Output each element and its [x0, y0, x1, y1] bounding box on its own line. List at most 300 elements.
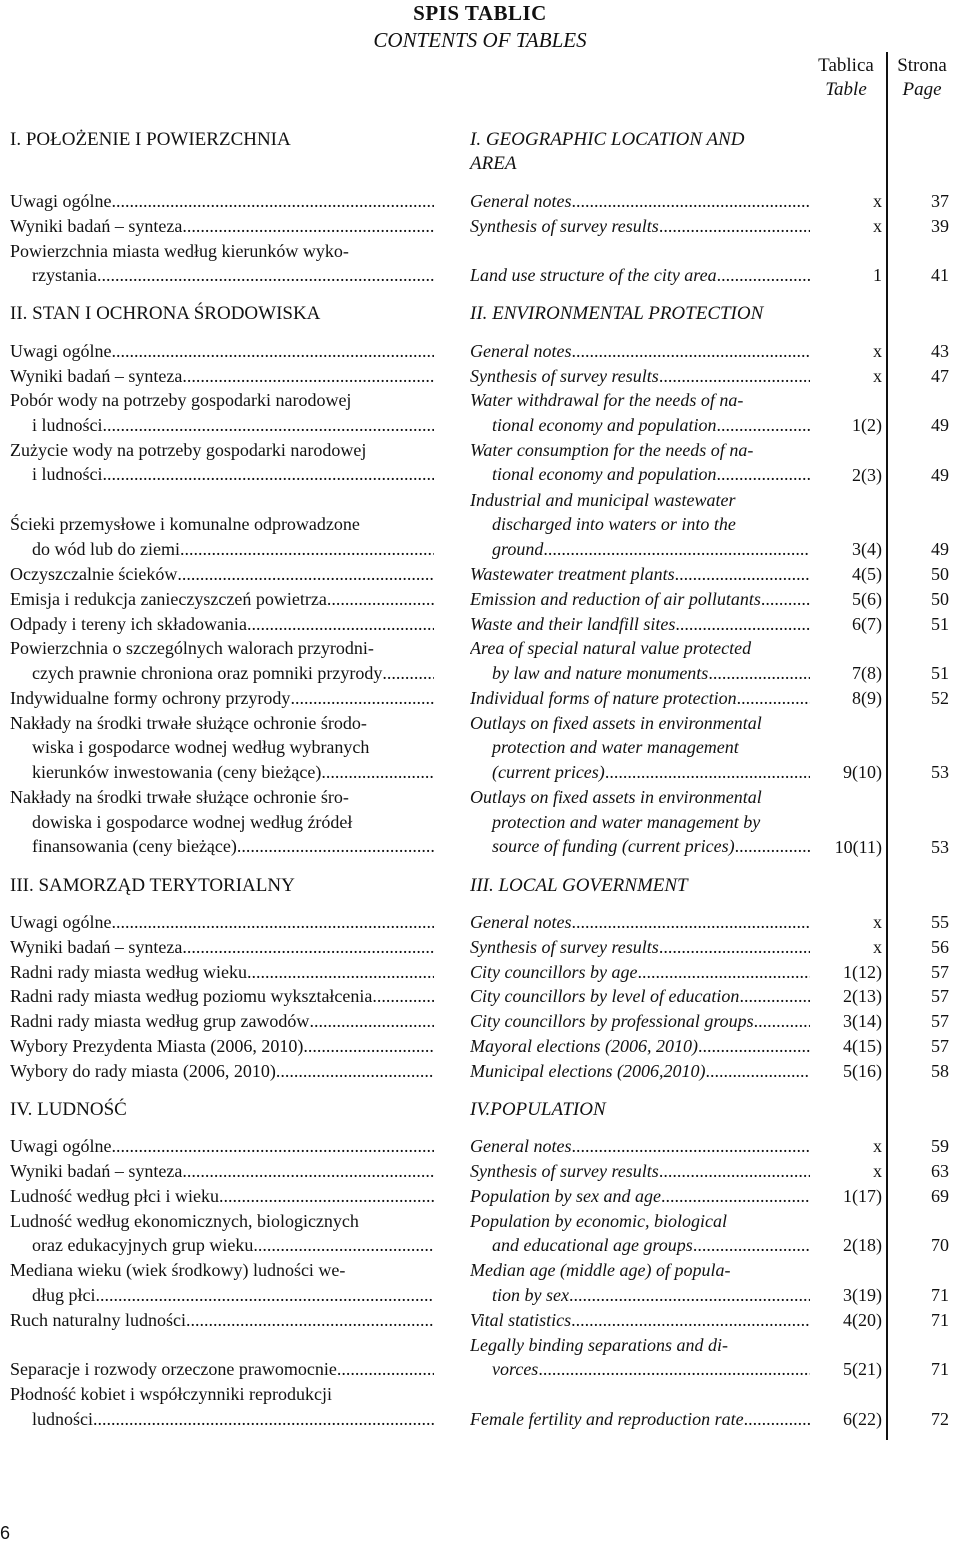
title-pl	[10, 1308, 434, 1333]
section-title-pl: I. POŁOŻENIE I POWIERZCHNIA	[10, 129, 291, 150]
title-en-line	[470, 834, 810, 859]
section-title-pl: II. STAN I OCHRONA ŚRODOWISKA	[10, 303, 321, 325]
title-en	[470, 1134, 810, 1159]
page-ref: 50	[931, 563, 949, 584]
dot-leader	[737, 686, 810, 711]
table-number: 1(2)	[852, 415, 882, 436]
title-en	[470, 488, 810, 562]
title-pl-text: Wybory do rady miasta (2006, 2010)	[10, 1060, 276, 1081]
title-en	[470, 960, 810, 985]
dot-leader	[182, 1159, 434, 1184]
title-en	[470, 636, 810, 685]
title-pl-text: Wyniki badań – synteza	[10, 936, 183, 957]
title-en-text: Population by economic, biological	[470, 1210, 727, 1231]
title-pl-line	[10, 413, 434, 438]
table-number: x	[873, 912, 882, 932]
title-polish: SPIS TABLIC	[413, 1, 547, 25]
title-en-text: tional economy and population	[492, 414, 717, 435]
title-en-line	[470, 488, 810, 513]
title-en-line	[470, 1209, 810, 1234]
table-number: 6(22)	[843, 1408, 882, 1429]
title-en-line	[470, 960, 810, 985]
dot-leader	[96, 1283, 435, 1308]
title-en	[470, 1159, 810, 1184]
title-pl	[10, 239, 434, 288]
title-pl-text: i ludności	[32, 414, 103, 435]
dot-leader	[698, 1034, 810, 1059]
table-row	[0, 488, 960, 562]
table-row	[0, 339, 960, 364]
table-row	[0, 686, 960, 711]
title-pl-line	[10, 438, 434, 463]
section-title-en-line: III. LOCAL GOVERNMENT	[470, 874, 688, 896]
dot-leader	[237, 834, 434, 859]
title-en-text: and educational age groups	[492, 1235, 693, 1255]
title-en-text: Synthesis of survey results	[470, 1160, 659, 1181]
table-row	[0, 239, 960, 289]
dot-leader	[661, 1184, 810, 1209]
title-en	[470, 935, 810, 960]
title-en-line	[470, 438, 810, 463]
title-en	[470, 984, 810, 1009]
title-en-line	[470, 984, 810, 1009]
title-en-text: Area of special natural value protected	[470, 638, 752, 659]
table-row	[0, 1009, 960, 1034]
title-pl	[10, 910, 434, 935]
dot-leader	[111, 189, 434, 214]
dot-leader	[182, 935, 434, 960]
title-pl-text: Wybory Prezydenta Miasta (2006, 2010)	[10, 1036, 304, 1056]
page-ref: 47	[931, 365, 949, 386]
title-en-text: ground	[492, 538, 544, 559]
title-en-text: tional economy and population	[492, 464, 717, 485]
table-number: 9(10)	[843, 762, 882, 783]
title-en-text: (current prices)	[492, 761, 605, 782]
title-pl	[10, 438, 434, 487]
title-en-line	[470, 686, 810, 711]
title-en-text: Land use structure of the city area	[470, 265, 717, 286]
title-en-text: vorces	[492, 1359, 539, 1379]
table-row	[0, 1209, 960, 1259]
column-header-table	[806, 54, 886, 102]
dot-leader	[744, 1407, 810, 1432]
page-ref: 69	[931, 1185, 949, 1206]
title-en	[470, 711, 810, 785]
table-number: 7(8)	[852, 663, 882, 684]
title-en	[470, 1059, 810, 1084]
title-pl-line	[10, 810, 434, 835]
title-pl-line	[10, 661, 434, 686]
title-en-line	[470, 587, 810, 612]
page-ref: 37	[931, 191, 949, 211]
table-row	[0, 1159, 960, 1184]
title-pl-text: Ścieki przemysłowe i komunalne odprowadzone	[10, 514, 360, 535]
page-ref: 56	[931, 936, 949, 957]
title-pl-text: dowiska i gospodarce wodnej według źródeł	[32, 811, 353, 832]
title-en-line	[470, 214, 810, 239]
title-en-line	[470, 785, 810, 810]
page-ref: 49	[931, 415, 949, 436]
title-pl	[10, 1009, 434, 1034]
title-en-line	[470, 1034, 810, 1059]
title-pl-text: Ludność według płci i wieku	[10, 1185, 219, 1206]
title-en-line	[470, 661, 810, 686]
dot-leader	[303, 1034, 434, 1059]
page-ref: 50	[931, 588, 949, 609]
title-pl-text: finansowania (ceny bieżące)	[32, 836, 237, 857]
title-pl-text: Ruch naturalny ludności	[10, 1309, 186, 1330]
title-en-line	[470, 1308, 810, 1333]
table-number: 5(21)	[843, 1359, 882, 1380]
page-ref: 43	[931, 340, 949, 361]
title-pl	[10, 364, 434, 389]
title-pl-text: Wyniki badań – synteza	[10, 365, 183, 386]
dot-leader	[247, 612, 434, 637]
title-en-line	[470, 1059, 810, 1084]
title-pl	[10, 214, 434, 239]
table-row	[0, 1333, 960, 1383]
dot-leader	[571, 339, 810, 364]
page-ref: 53	[931, 836, 949, 857]
table-row	[0, 612, 960, 637]
title-en	[470, 1333, 810, 1382]
dot-leader	[290, 686, 434, 711]
title-pl-text: Indywidualne formy ochrony przyrody	[10, 687, 291, 708]
title-en-text: Synthesis of survey results	[470, 365, 659, 386]
dot-leader	[569, 1283, 810, 1308]
dot-leader	[717, 263, 810, 288]
title-en-text: tion by sex	[492, 1284, 569, 1305]
dot-leader	[177, 562, 434, 587]
title-pl	[10, 1258, 434, 1307]
title-pl-line	[10, 636, 434, 661]
title-pl	[10, 1034, 434, 1059]
title-en-text: Water withdrawal for the needs of na-	[470, 390, 744, 411]
title-pl-text: Uwagi ogólne	[10, 912, 112, 932]
title-pl-line	[10, 1308, 434, 1333]
title-pl	[10, 189, 434, 214]
title-en-text: General notes	[470, 1136, 572, 1157]
title-en	[470, 388, 810, 437]
title-en-text: discharged into waters or into the	[492, 514, 736, 534]
title-en-text: City councillors by level of education	[470, 986, 740, 1007]
title-en-line	[470, 1283, 810, 1308]
title-english: CONTENTS OF TABLES	[373, 28, 587, 52]
table-number: 8(9)	[852, 687, 882, 708]
page-ref: 49	[931, 539, 949, 560]
title-pl-text: Emisja i redukcja zanieczyszczeń powietrza	[10, 588, 327, 609]
page-ref: 59	[931, 1136, 949, 1157]
column-header-table-pl: Tablica	[818, 55, 874, 76]
dot-leader	[693, 1233, 810, 1258]
title-en	[470, 1308, 810, 1333]
page-ref: 53	[931, 762, 949, 783]
dot-leader	[372, 984, 434, 1009]
title-pl-text: Powierzchnia o szczególnych walorach przyrodni-	[10, 638, 374, 659]
section-title-en-line: IV.POPULATION	[470, 1098, 606, 1120]
title-en-line	[470, 760, 810, 785]
title-pl-line	[10, 760, 434, 785]
title-en	[470, 214, 810, 239]
title-pl-text: dług płci	[32, 1284, 96, 1305]
dot-leader	[327, 587, 434, 612]
title-en	[470, 587, 810, 612]
dot-leader	[111, 1134, 434, 1159]
title-pl-text: Wyniki badań – synteza	[10, 215, 183, 236]
table-number: 3(4)	[852, 539, 882, 560]
title-pl-line	[10, 785, 434, 810]
title-en-line	[470, 1357, 810, 1382]
dot-leader	[761, 587, 810, 612]
title-en-line	[470, 263, 810, 288]
page-ref: 39	[931, 215, 949, 236]
title-en-line	[470, 810, 810, 835]
title-pl-line	[10, 834, 434, 859]
page-ref: 51	[931, 663, 949, 684]
title-en-line	[470, 462, 810, 487]
title-en-text: Mayoral elections (2006, 2010)	[470, 1036, 698, 1056]
title-en-text: Vital statistics	[470, 1309, 572, 1330]
title-en-line	[470, 512, 810, 537]
title-pl-line	[10, 935, 434, 960]
title-pl-line	[10, 214, 434, 239]
page-ref: 57	[931, 986, 949, 1007]
dot-leader	[103, 462, 435, 487]
title-pl-text: Uwagi ogólne	[10, 191, 112, 211]
title-en-line	[470, 1159, 810, 1184]
title-pl-line	[10, 189, 434, 214]
title-en-text: Legally binding separations and di-	[470, 1334, 728, 1355]
table-number: 4(20)	[843, 1309, 882, 1330]
title-en-line	[470, 735, 810, 760]
title-pl-text: Płodność kobiet i współczynniki reprodukcji	[10, 1384, 332, 1405]
title-pl	[10, 1059, 434, 1084]
page-ref: 55	[931, 912, 949, 932]
title-pl-line	[10, 239, 434, 264]
title-pl	[10, 960, 434, 985]
table-number: x	[873, 936, 882, 957]
title-en-line	[470, 339, 810, 364]
dot-leader	[659, 364, 810, 389]
title-pl-line	[10, 364, 434, 389]
title-en	[470, 1209, 810, 1258]
title-en-text: Population by sex and age	[470, 1185, 661, 1206]
table-row	[0, 214, 960, 239]
page-ref: 63	[931, 1160, 949, 1181]
dot-leader	[182, 214, 434, 239]
dot-leader	[571, 910, 810, 935]
title-en	[470, 339, 810, 364]
table-number: 4(5)	[852, 563, 882, 584]
dot-leader	[111, 910, 434, 935]
section-title-en-line: I. GEOGRAPHIC LOCATION AND	[470, 129, 745, 150]
table-row	[0, 910, 960, 935]
title-pl	[10, 1184, 434, 1209]
title-en-line	[470, 1407, 810, 1432]
title-pl-line	[10, 1059, 434, 1084]
dot-leader	[382, 661, 434, 686]
table-number: 10(11)	[834, 836, 882, 857]
dot-leader	[659, 935, 810, 960]
title-pl-text: Odpady i tereny ich składowania	[10, 613, 247, 634]
section-title-pl: III. SAMORZĄD TERYTORIALNY	[10, 874, 295, 896]
title-en-line	[470, 189, 810, 214]
title-pl-line	[10, 263, 434, 288]
section-title-en-line: II. ENVIRONMENTAL PROTECTION	[470, 303, 764, 325]
title-pl-line	[10, 1258, 434, 1283]
column-header-page	[888, 54, 956, 102]
title-pl-line	[10, 1034, 434, 1059]
page-ref: 57	[931, 1036, 949, 1056]
dot-leader	[186, 1308, 434, 1333]
page-ref: 57	[931, 1011, 949, 1032]
section-title-pl: IV. LUDNOŚĆ	[10, 1098, 127, 1120]
table-row	[0, 1034, 960, 1059]
dot-leader	[309, 1009, 434, 1034]
dot-leader	[716, 462, 810, 487]
title-pl-text: oraz edukacyjnych grup wieku	[32, 1235, 254, 1255]
title-pl-text: Radni rady miasta według wieku	[10, 961, 247, 982]
title-pl-text: czych prawnie chroniona oraz pomniki przyrody	[32, 662, 383, 683]
table-row	[0, 636, 960, 686]
table-row	[0, 1258, 960, 1308]
page-ref: 41	[931, 265, 949, 286]
title-en-line	[470, 364, 810, 389]
title-en	[470, 1009, 810, 1034]
title-en	[470, 562, 810, 587]
title-pl	[10, 339, 434, 364]
title-pl-line	[10, 1283, 434, 1308]
title-pl-line	[10, 1382, 434, 1407]
title-pl	[10, 935, 434, 960]
page-ref: 72	[931, 1408, 949, 1429]
page-ref: 58	[931, 1060, 949, 1081]
dot-leader	[708, 661, 810, 686]
dot-leader	[637, 960, 810, 985]
table-row	[0, 587, 960, 612]
title-pl	[10, 686, 434, 711]
page-ref: 49	[931, 464, 949, 485]
title-en-text: Wastewater treatment plants	[470, 563, 675, 584]
title-pl-line	[10, 462, 434, 487]
title-pl	[10, 1209, 434, 1258]
title-en-text: Synthesis of survey results	[470, 215, 659, 236]
title-en-text: Waste and their landfill sites	[470, 613, 676, 634]
dot-leader	[182, 364, 434, 389]
dot-leader	[754, 1009, 810, 1034]
section-title-en	[470, 302, 800, 326]
title-pl-text: wiska i gospodarce wodnej według wybranych	[32, 737, 370, 758]
table-row	[0, 189, 960, 214]
dot-leader	[571, 1308, 810, 1333]
table-number: x	[873, 191, 882, 211]
table-row	[0, 711, 960, 785]
title-pl-line	[10, 1134, 434, 1159]
title-pl-line	[10, 910, 434, 935]
dot-leader	[659, 214, 810, 239]
title-en-line	[470, 1233, 810, 1258]
title-pl-line	[10, 1184, 434, 1209]
title-pl-line	[10, 612, 434, 637]
title-en-text: Synthesis of survey results	[470, 936, 659, 957]
title-en	[470, 785, 810, 859]
page-ref: 71	[931, 1359, 949, 1380]
title-pl-text: Ludność według ekonomicznych, biologicznych	[10, 1210, 359, 1231]
table-row	[0, 1382, 960, 1432]
table-row	[0, 1184, 960, 1209]
table-number: 1	[873, 265, 882, 286]
title-en-text: by law and nature monuments	[492, 662, 709, 683]
table-number: x	[873, 1136, 882, 1157]
column-header-page-pl: Strona	[897, 55, 947, 76]
title-en	[470, 1258, 810, 1307]
title-pl-line	[10, 587, 434, 612]
title-pl	[10, 984, 434, 1009]
table-row	[0, 785, 960, 859]
title-en-line	[470, 388, 810, 413]
title-pl-line	[10, 1159, 434, 1184]
table-number: 1(12)	[843, 961, 882, 982]
title-pl-text: kierunków inwestowania (ceny bieżące)	[32, 761, 322, 782]
title-pl-line	[10, 1009, 434, 1034]
dot-leader	[605, 760, 810, 785]
dot-leader	[93, 1407, 434, 1432]
title-en-line	[470, 537, 810, 562]
title-en-text: Industrial and municipal wastewater	[470, 489, 736, 510]
title-pl	[10, 636, 434, 685]
dot-leader	[675, 612, 810, 637]
title-en-text: Outlays on fixed assets in environmental	[470, 787, 762, 808]
title-en-text: source of funding (current prices)	[492, 836, 735, 857]
title-pl	[10, 388, 434, 437]
table-number: 5(6)	[852, 588, 882, 609]
dot-leader	[659, 1159, 810, 1184]
table-row	[0, 562, 960, 587]
table-number: 3(19)	[843, 1284, 882, 1305]
title-pl-line	[10, 339, 434, 364]
title-pl	[10, 612, 434, 637]
table-number: 1(17)	[843, 1185, 882, 1206]
title-pl-line	[10, 735, 434, 760]
title-pl	[10, 711, 434, 785]
section-title-en	[470, 1098, 800, 1122]
page-ref: 71	[931, 1309, 949, 1330]
title-pl-text: ludności	[32, 1408, 93, 1429]
title-en	[470, 686, 810, 711]
title-pl	[10, 1159, 434, 1184]
title-pl-line	[10, 1209, 434, 1234]
title-en-text: City councillors by age	[470, 961, 638, 982]
page-ref: 70	[931, 1235, 949, 1256]
table-row	[0, 388, 960, 438]
title-pl-line	[10, 686, 434, 711]
title-en-text: Median age (middle age) of popula-	[470, 1260, 731, 1281]
dot-leader	[180, 537, 434, 562]
title-pl-line	[10, 537, 434, 562]
section-title-en	[470, 128, 800, 176]
title-en	[470, 1034, 810, 1059]
title-en-text: General notes	[470, 340, 572, 361]
dot-leader	[716, 413, 810, 438]
dot-leader	[247, 960, 434, 985]
title-en-line	[470, 1134, 810, 1159]
dot-leader	[571, 189, 810, 214]
title-en	[470, 263, 810, 288]
title-en-text: protection and water management by	[492, 811, 761, 832]
title-pl-line	[10, 512, 434, 537]
table-number: x	[873, 1160, 882, 1181]
title-en-text: City councillors by professional groups	[470, 1011, 754, 1032]
